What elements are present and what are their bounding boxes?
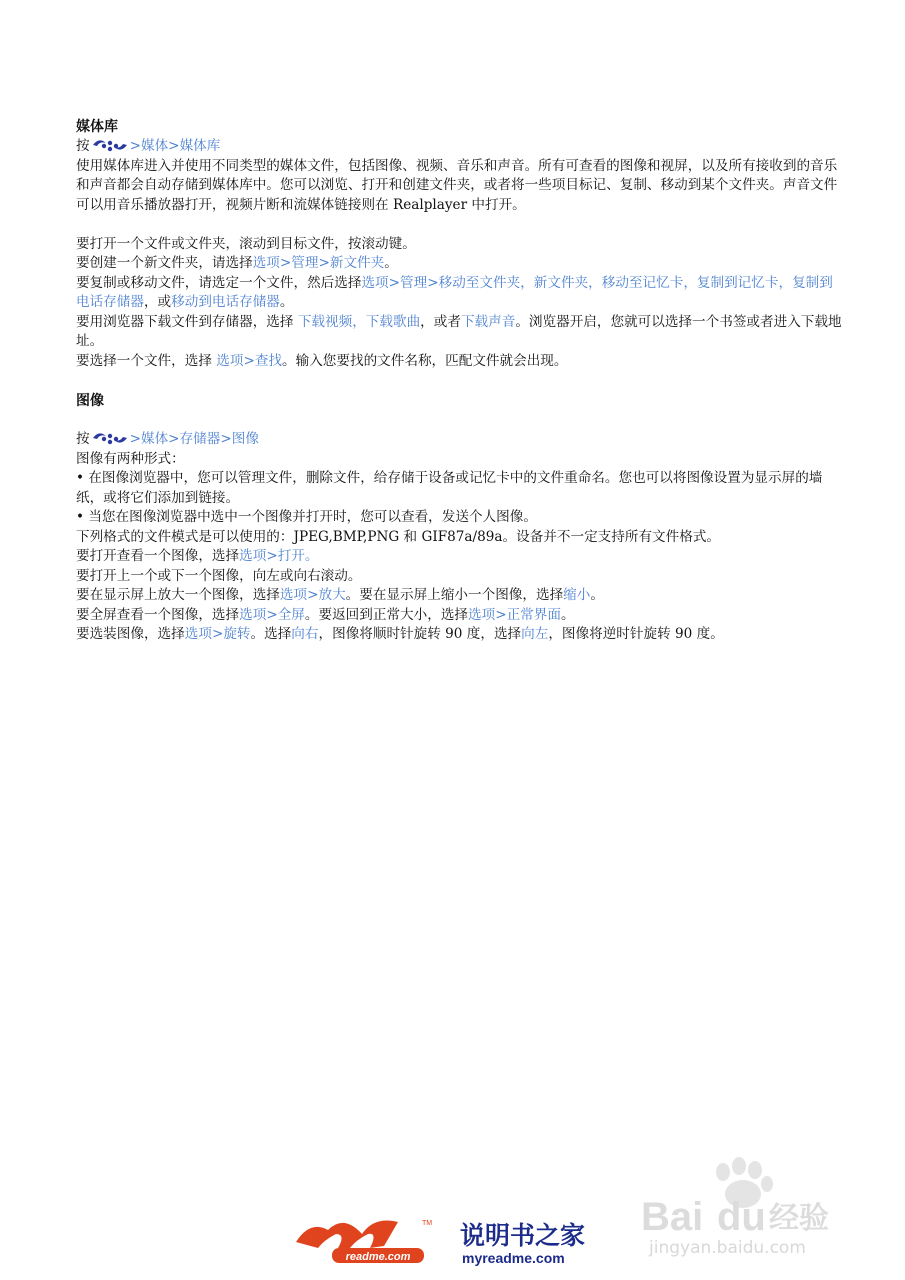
svg-text:myreadme.com: myreadme.com <box>462 1250 565 1266</box>
link-options[interactable]: 选项 <box>216 352 244 369</box>
scroll-images-text: 要打开上一个或下一个图像，向左或向右滚动。 <box>76 567 362 584</box>
link-download-sounds[interactable]: 下载声音 <box>460 313 516 330</box>
link-move-to-phone-memory[interactable]: 移动到电话存储器 <box>171 294 280 310</box>
supported-formats-text: 下列格式的文件模式是可以使用的：JPEG,BMP,PNG 和 GIF87a/89a。设备并不一定支持所有文件格式。 <box>76 528 721 545</box>
svg-text:jingyan.baidu.com: jingyan.baidu.com <box>649 1238 806 1258</box>
svg-text:说明书之家: 说明书之家 <box>460 1221 586 1250</box>
nav-link-images[interactable]: 图像 <box>231 431 259 447</box>
link-options[interactable]: 选项 <box>239 548 267 564</box>
nav-link-media[interactable]: 媒体 <box>140 431 169 447</box>
media-library-nav-path: 按 >媒体>媒体库 <box>76 138 221 154</box>
link-rotate[interactable]: 旋转 <box>223 626 251 642</box>
menu-key-icon <box>90 137 130 153</box>
link-rotate-right[interactable]: 向右 <box>291 626 319 642</box>
link-move-to-card[interactable]: 移动至记忆卡 <box>601 274 684 291</box>
section-title-media-library: 媒体库 <box>76 119 118 135</box>
link-options[interactable]: 选项 <box>468 606 496 623</box>
link-find[interactable]: 查找 <box>254 352 283 369</box>
link-normal-view[interactable]: 正常界面 <box>506 606 561 623</box>
nav-link-media[interactable]: 媒体 <box>140 138 169 154</box>
baidu-jingyan-watermark <box>635 1150 865 1260</box>
link-rotate-left[interactable]: 向左 <box>521 626 549 642</box>
fullscreen-text: 要全屏查看一个图像，选择选项>全屏。要返回到正常大小，选择选项>正常界面。 <box>76 606 575 623</box>
link-new-folder[interactable]: 新文件夹 <box>533 274 589 291</box>
myreadme-footer-logo <box>290 1210 620 1270</box>
rotate-text: 要选装图像，选择选项>旋转。选择向右，图像将顺时针旋转 90 度，选择向左，图像将逆时针旋转 90 度。 <box>76 626 724 642</box>
svg-text:du: du <box>717 1195 766 1239</box>
link-options[interactable]: 选项 <box>184 626 212 642</box>
view-image-text: 要打开查看一个图像，选择选项>打开。 <box>76 548 319 564</box>
nav-link-media-library[interactable]: 媒体库 <box>179 138 221 154</box>
link-zoom-out[interactable]: 缩小 <box>563 587 591 603</box>
link-manage[interactable]: 管理 <box>400 274 428 291</box>
bullet-view-send: • 当您在图像浏览器中选中一个图像并打开时，您可以查看，发送个人图像。 <box>76 509 537 525</box>
find-file-text: 要选择一个文件，选择 选项>查找。输入您要找的文件名称，匹配文件就会出现。 <box>76 352 568 369</box>
link-download-songs[interactable]: 下载歌曲 <box>365 313 421 330</box>
copy-move-text: 要复制或移动文件，请选定一个文件，然后选择选项>管理>移动至文件夹，新文件夹，移动至记忆卡，复制到记忆卡，复制到电话存储器，或移动到电话存储器。 <box>76 274 833 310</box>
link-download-video[interactable]: 下载视频 <box>297 313 353 330</box>
link-zoom-in[interactable]: 放大 <box>318 587 346 603</box>
link-options[interactable]: 选项 <box>239 606 267 623</box>
svg-text:readme.com: readme.com <box>345 1251 411 1263</box>
nav-link-storage[interactable]: 存储器 <box>179 431 221 447</box>
section-title-images: 图像 <box>76 392 104 409</box>
open-file-text: 要打开一个文件或文件夹，滚动到目标文件，按滚动键。 <box>76 235 416 252</box>
link-open[interactable]: 打开 <box>277 548 305 564</box>
link-move-to-folder[interactable]: 移动至文件夹 <box>438 274 521 291</box>
link-options[interactable]: 选项 <box>361 274 389 291</box>
document-page <box>76 117 846 645</box>
create-folder-text: 要创建一个新文件夹，请选择选项>管理>新文件夹。 <box>76 255 398 271</box>
link-manage[interactable]: 管理 <box>291 255 319 271</box>
image-forms-text: 图像有两种形式： <box>76 450 185 467</box>
images-nav-path: 按 >媒体>存储器>图像 <box>76 431 259 447</box>
svg-text:经验: 经验 <box>769 1201 829 1236</box>
media-library-intro: 使用媒体库进入并使用不同类型的媒体文件，包括图像、视频、音乐和声音。所有可查看的图像和视屏，以及所有接收到的音乐和声音都会自动存储到媒体库中。您可以浏览、打开和创建文件夹，或者将一些项目标记、复制、移动到某个文件夹。声音文件可以用音乐播放器打开，视频片断和流媒体链接则在 Realplayer 中打开。 <box>76 157 838 213</box>
browser-download-text: 要用浏览器下载文件到存储器，选择 下载视频，下载歌曲，或者下载声音。浏览器开启，您就可以选择一个书签或者进入下载地址。 <box>76 313 842 349</box>
svg-text:Bai: Bai <box>641 1195 704 1239</box>
menu-key-icon <box>90 430 130 446</box>
bullet-image-browser: • 在图像浏览器中，您可以管理文件，删除文件，给存储于设备或记忆卡中的文件重命名。您也可以将图像设置为显示屏的墙纸，或将它们添加到链接。 <box>76 470 823 506</box>
svg-text:TM: TM <box>422 1220 433 1227</box>
link-options[interactable]: 选项 <box>252 255 280 271</box>
link-copy-to-phone-memory[interactable]: 复制到电话存储器 <box>76 274 833 310</box>
link-full-screen[interactable]: 全屏 <box>277 606 305 623</box>
link-new-folder[interactable]: 新文件夹 <box>329 255 385 271</box>
zoom-text: 要在显示屏上放大一个图像，选择选项>放大。要在显示屏上缩小一个图像，选择缩小。 <box>76 587 604 603</box>
link-copy-to-card[interactable]: 复制到记忆卡 <box>696 274 779 291</box>
link-options[interactable]: 选项 <box>279 587 308 603</box>
